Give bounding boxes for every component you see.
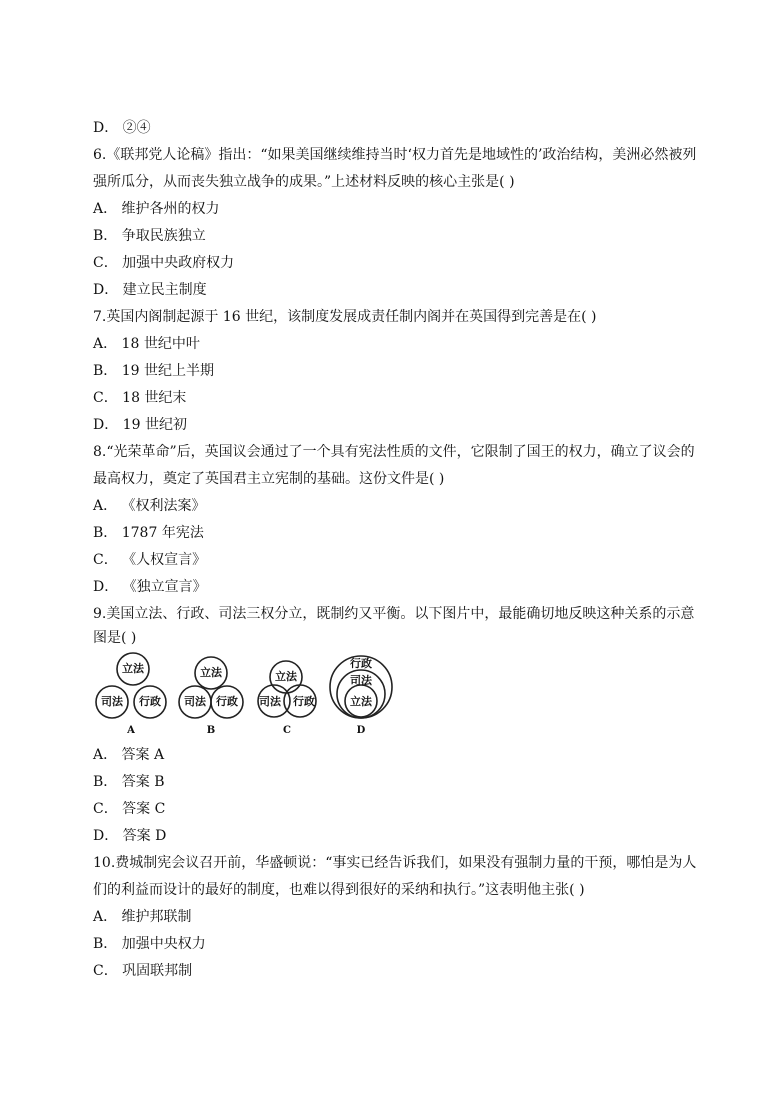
q9-stem-line1: 9.美国立法、行政、司法三权分立，既制约又平衡。以下图片中，最能确切地反映这种关系的示意 bbox=[93, 606, 695, 622]
diagram-a-judicial: 司法 bbox=[101, 695, 123, 708]
diagram-c-judicial: 司法 bbox=[259, 695, 281, 708]
q10-stem-line2: 们的利益而设计的最好的制度，也难以得到很好的采纳和执行。”这表明他主张( ) bbox=[93, 882, 585, 898]
q7-option-d: D． 19 世纪初 bbox=[93, 417, 187, 433]
diagram-label-b: B bbox=[206, 725, 216, 736]
q10-option-b: B． 加强中央权力 bbox=[93, 936, 206, 952]
q9-option-a: A． 答案 A bbox=[93, 747, 165, 763]
q8-stem-line2: 最高权力，奠定了英国君主立宪制的基础。这份文件是( ) bbox=[93, 471, 445, 487]
diagram-label-a: A bbox=[127, 725, 135, 736]
q6-option-d: D． 建立民主制度 bbox=[93, 282, 207, 298]
q10-option-a: A． 维护邦联制 bbox=[93, 909, 192, 925]
diagram-b-legislative: 立法 bbox=[200, 666, 222, 679]
diagram-b-executive: 行政 bbox=[216, 695, 238, 708]
q9-option-d: D． 答案 D bbox=[93, 828, 167, 844]
q8-option-c: C． 《人权宣言》 bbox=[93, 552, 207, 568]
q10-option-c: C． 巩固联邦制 bbox=[93, 963, 193, 979]
q9-stem-line2: 图是( ) bbox=[93, 630, 137, 646]
separation-of-powers-diagram bbox=[94, 651, 399, 737]
diagram-label-d: D bbox=[356, 725, 366, 736]
diagram-d-executive: 行政 bbox=[350, 657, 372, 670]
diagram-d-judicial: 司法 bbox=[350, 674, 372, 687]
q8-option-a: A． 《权利法案》 bbox=[93, 498, 206, 514]
diagram-a-executive: 行政 bbox=[139, 695, 161, 708]
q5-option-d: D． ②④ bbox=[93, 120, 151, 136]
q8-option-b: B． 1787 年宪法 bbox=[93, 525, 204, 541]
diagram-label-c: C bbox=[283, 725, 291, 736]
diagram-c-executive: 行政 bbox=[293, 695, 315, 708]
q7-option-a: A． 18 世纪中叶 bbox=[93, 336, 200, 352]
q6-option-a: A． 维护各州的权力 bbox=[93, 201, 220, 217]
diagram-c-legislative: 立法 bbox=[275, 670, 297, 683]
diagram-b-judicial: 司法 bbox=[184, 695, 206, 708]
q9-option-c: C． 答案 C bbox=[93, 801, 166, 817]
q6-stem-line1: 6.《联邦党人论稿》指出：“如果美国继续维持当时‘权力首先是地域性的’政治结构，美洲必然被列 bbox=[93, 147, 697, 163]
q7-option-c: C． 18 世纪末 bbox=[93, 390, 187, 406]
q9-option-b: B． 答案 B bbox=[93, 774, 165, 790]
q10-stem-line1: 10.费城制宪会议召开前，华盛顿说：“事实已经告诉我们，如果没有强制力量的干预，哪怕是为人 bbox=[93, 855, 697, 871]
q7-option-b: B． 19 世纪上半期 bbox=[93, 363, 215, 379]
q8-stem-line1: 8.“光荣革命”后，英国议会通过了一个具有宪法性质的文件，它限制了国王的权力，确立了议会的 bbox=[93, 444, 695, 460]
q8-option-d: D． 《独立宣言》 bbox=[93, 579, 207, 595]
q6-stem-line2: 强所瓜分，从而丧失独立战争的成果。”上述材料反映的核心主张是( ) bbox=[93, 174, 515, 190]
diagram-d-legislative: 立法 bbox=[350, 695, 372, 708]
q6-option-b: B． 争取民族独立 bbox=[93, 228, 206, 244]
q7-stem: 7.英国内阁制起源于 16 世纪，该制度发展成责任制内阁并在英国得到完善是在( ) bbox=[93, 309, 597, 325]
diagram-a-legislative: 立法 bbox=[122, 662, 144, 675]
q6-option-c: C． 加强中央政府权力 bbox=[93, 255, 235, 271]
